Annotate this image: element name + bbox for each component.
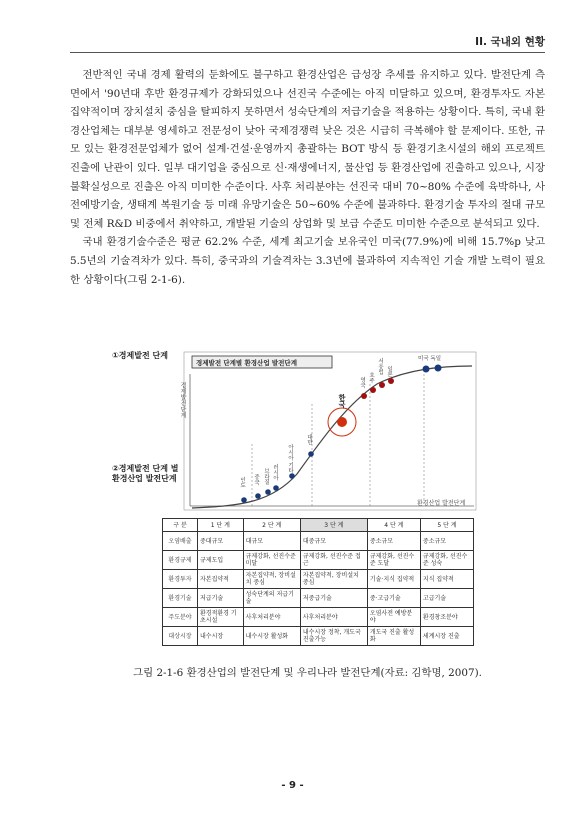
point-brazil <box>265 489 271 495</box>
table-row <box>163 589 474 608</box>
table-cell: 규제강화, 선진수준미달 <box>243 551 300 570</box>
table-cell: 대규모 <box>243 532 300 551</box>
label-taiwan: 대만 <box>306 434 312 445</box>
point-japan <box>388 378 394 384</box>
table-cell: 저중급기술 <box>300 589 367 608</box>
point-russia <box>273 485 279 491</box>
label-india: 인도 <box>239 477 245 488</box>
paragraph-1: 전반적인 국내 경제 활력의 둔화에도 불구하고 환경산업은 급성장 추세를 유지하고 있다. 발전단계 측면에서 '90년대 후반 환경규제가 강화되었으나 선진국 수준에는 아직 미달하고 있으며, 환경투자도 자본집약적이며 장치설치 중심을 탈피하지 못하면서 성숙단계의 저급기술을 적용하는 상황이다. 특히, 국내 환경산업체는 대부분 영세하고 전문성이 낮아 국제경쟁력 낮은 것은 시급히 극복해야 할 문제이다. 또한, 규모 있는 환경전문업체가 없어 설계·건설·운영까지 총괄하는 BOT 방식 등 환경기초시설의 해외 프로젝트 진출에 난관이 있다. 일부 대기업을 중심으로 신·재생에너지, 물산업 등 환경산업에 진출하고 있으나, 시장 불확실성으로 진출은 아직 미미한 수준이다. 사후 처리분야는 선진국 대비 70~80% 수준에 육박하나, 사전예방기술, 생태계 복원기술 등 미래 유망기술은 50~60% 수준에 불과하다. 환경기술 투자의 절대 규모 및 전체 R&D 비중에서 취약하고, 개발된 기술의 상업화 및 보급 수준도 미미한 수준으로 분석되고 있다. <box>70 69 545 230</box>
section-title: II. 국내외 현황 <box>475 36 545 48</box>
label-korea: 한국 <box>338 394 346 408</box>
running-header <box>70 34 545 53</box>
body-text <box>70 66 545 289</box>
table-cell: 오염배출 <box>163 532 198 551</box>
table-header: 구 분 <box>163 519 198 532</box>
table-cell: 내수시장 정착, 개도국 진출가능 <box>300 627 367 646</box>
table-cell: 규제강화, 선진수준 접근 <box>300 551 367 570</box>
table-row <box>163 551 474 570</box>
figure-environment-industry-stages <box>112 344 482 644</box>
table-cell: 자본집약적 <box>198 570 244 589</box>
paragraph-2: 국내 환경기술수준은 평균 62.2% 수준, 세계 최고기술 보유국인 미국(77.9%)에 비해 15.7%p 낮고 5.5년의 기술격차가 있다. 특히, 중국과의 기술격차는 3.3년에 불과하여 지속적인 기술 개발 노력이 필요한 상황이다(그림 2-1-6). <box>70 236 545 286</box>
page-number: - 9 - <box>281 780 304 791</box>
table-header-row <box>163 519 474 532</box>
table-cell: 기술·지식 집약적 <box>367 570 420 589</box>
table-cell: 중·고급기술 <box>367 589 420 608</box>
label-usa-germany: 미국 독일 <box>418 356 442 362</box>
x-axis-label: 환경산업 발전단계 <box>417 500 466 507</box>
table-cell: 내수시장 <box>198 627 244 646</box>
label-uk: 영국 <box>359 377 365 388</box>
point-asia-other <box>289 473 295 479</box>
stage-comparison-table <box>162 518 474 646</box>
table-cell: 개도국 진출 활성화 <box>367 627 420 646</box>
table-cell: 오염사전 예방분야 <box>367 608 420 627</box>
point-germany <box>435 365 442 372</box>
point-taiwan <box>308 451 314 457</box>
table-cell: 중소규모 <box>420 532 473 551</box>
table-cell: 지식 집약적 <box>420 570 473 589</box>
label-russia: 러시아 <box>272 464 278 481</box>
table-cell: 사후처리분야 <box>300 608 367 627</box>
table-row <box>163 608 474 627</box>
point-india <box>241 497 247 503</box>
point-china <box>255 493 261 499</box>
table-cell: 환경투자 <box>163 570 198 589</box>
label-australia: 호주 <box>368 372 374 383</box>
table-row <box>163 570 474 589</box>
table-cell: 중소규모 <box>367 532 420 551</box>
label-japan: 일본 <box>386 366 392 377</box>
table-cell: 세계시장 진출 <box>420 627 473 646</box>
table-cell: 주도분야 <box>163 608 198 627</box>
table-cell: 내수시장 활성화 <box>243 627 300 646</box>
table-header: 5 단 계 <box>420 519 473 532</box>
table-cell: 환경창조분야 <box>420 608 473 627</box>
chart-frame <box>184 352 476 510</box>
table-cell: 대상시장 <box>163 627 198 646</box>
label-western-europe: 서유럽 <box>377 358 383 375</box>
table-row <box>163 627 474 646</box>
figure-label-bottom: ②경제발전 단계 별 환경산업 발전단계 <box>112 464 179 483</box>
chart-title: 경제발전 단계별 환경산업 발전단계 <box>196 359 297 367</box>
table-cell: 환경규제 <box>163 551 198 570</box>
table-cell: 규제강화, 선진수준 성숙 <box>420 551 473 570</box>
table-cell: 자본집약적, 장비설치 중심 <box>243 570 300 589</box>
table-cell: 저급기술 <box>198 589 244 608</box>
table-header: 3 단 계 <box>300 519 367 532</box>
table-cell: 환경적환경 기초시설 <box>198 608 244 627</box>
table-cell: 자본집약적, 장비설치 중심 <box>300 570 367 589</box>
table-cell: 규제도입 <box>198 551 244 570</box>
table-cell: 사후처리분야 <box>243 608 300 627</box>
table-cell: 성숙단계의 저급기술 <box>243 589 300 608</box>
figure-label-top: ①경제발전 단계 <box>112 351 168 360</box>
table-cell: 중대규모 <box>198 532 244 551</box>
table-cell: 환경기술 <box>163 589 198 608</box>
label-asia-other: 아시아 기타 <box>287 444 293 474</box>
table-header: 1 단 계 <box>198 519 244 532</box>
point-western-europe <box>379 382 385 388</box>
table-cell: 대중규모 <box>300 532 367 551</box>
point-uk <box>361 393 367 399</box>
table-cell: 규제강화, 선진수준 도달 <box>367 551 420 570</box>
label-china: 중국 <box>253 474 259 485</box>
point-korea <box>337 417 347 427</box>
table-row <box>163 532 474 551</box>
table-header: 2 단 계 <box>243 519 300 532</box>
y-axis-label: 경제발전단계 <box>179 382 186 418</box>
table-cell: 고급기술 <box>420 589 473 608</box>
label-brazil: 브라질 <box>263 468 269 485</box>
point-usa <box>423 366 430 373</box>
table-header: 4 단 계 <box>367 519 420 532</box>
point-australia <box>370 387 376 393</box>
figure-caption: 그림 2-1-6 환경산업의 발전단계 및 우리나라 발전단계(자료: 김학명, 2007). <box>133 667 482 679</box>
